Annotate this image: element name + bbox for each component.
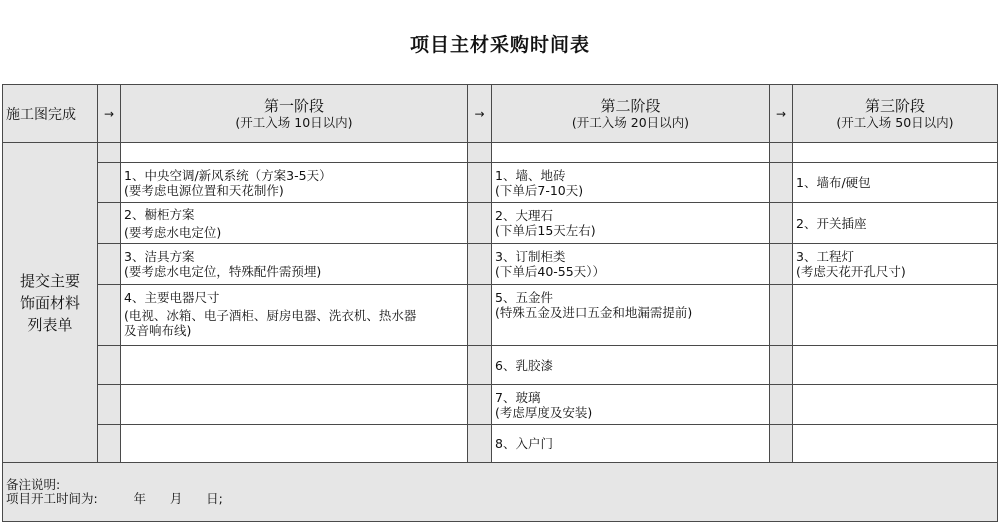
arrow-icon: →	[98, 85, 121, 143]
spacer-cell	[98, 244, 121, 285]
stage-2-item	[492, 203, 770, 244]
remarks-label: 备注说明:	[6, 477, 61, 492]
spacer-cell	[770, 143, 793, 163]
stage-1-item	[121, 203, 468, 244]
project-start-date-line: 项目开工时间为: 年 月 日;	[6, 491, 223, 506]
item-title: 3、洁具方案	[124, 249, 195, 264]
item-title: 7、玻璃	[495, 389, 541, 405]
spacer-cell	[468, 203, 492, 244]
item-note: (要考虑电源位置和天花制作)	[124, 182, 284, 198]
spacer-cell	[793, 143, 998, 163]
stage-3-header	[793, 85, 998, 143]
stage-2-header	[492, 85, 770, 143]
item-note: (考虑厚度及安装)	[495, 404, 593, 420]
construction-drawing-complete-cell	[3, 85, 98, 143]
stage-2-item	[492, 385, 770, 425]
procurement-schedule-table	[2, 84, 998, 522]
stage-1-item	[121, 163, 468, 203]
spacer-cell	[770, 385, 793, 425]
stage-2-item	[492, 425, 770, 463]
item-title: 5、五金件	[495, 290, 553, 305]
spacer-cell	[770, 244, 793, 285]
sidebar-line: 提交主要	[19, 271, 80, 290]
item-title: 3、工程灯	[796, 249, 854, 264]
stage-1-item	[121, 285, 468, 346]
spacer-cell	[770, 163, 793, 203]
construction-drawing-label: 施工图完成	[6, 106, 76, 123]
stage-3-name: 第三阶段	[864, 97, 925, 115]
spacer-cell	[468, 425, 492, 463]
item-title: 2、大理石	[495, 208, 553, 223]
spacer-cell	[98, 346, 121, 385]
spacer-cell	[770, 346, 793, 385]
spacer-cell	[468, 163, 492, 203]
spacer-cell	[770, 425, 793, 463]
empty-cell	[121, 385, 468, 425]
spacer-cell	[98, 143, 121, 163]
empty-cell	[793, 385, 998, 425]
item-title: 6、乳胶漆	[495, 357, 553, 373]
item-note: (考虑天花开孔尺寸)	[796, 264, 906, 279]
stage-2-item	[492, 163, 770, 203]
item-title: 1、中央空调/新风系统（方案3-5天）	[124, 167, 332, 183]
spacer-cell	[98, 425, 121, 463]
item-note: (特殊五金及进口五金和地漏需提前)	[495, 305, 693, 320]
item-note: (要考虑水电定位，特殊配件需预埋)	[124, 264, 322, 279]
item-title: 2、橱柜方案	[124, 206, 195, 222]
spacer-cell	[468, 385, 492, 425]
stage-2-item	[492, 346, 770, 385]
sidebar-line: 列表单	[27, 315, 73, 334]
stage-3-item	[793, 203, 998, 244]
stage-2-item	[492, 285, 770, 346]
stage-1-timing: (开工入场 10日以内)	[235, 115, 353, 130]
item-note: 及音响布线)	[124, 323, 192, 338]
stage-1-name: 第一阶段	[263, 97, 324, 115]
item-note: (下单后7-10天)	[495, 182, 584, 198]
empty-cell	[121, 425, 468, 463]
stage-2-timing: (开工入场 20日以内)	[571, 115, 690, 130]
spacer-cell	[468, 244, 492, 285]
spacer-cell	[468, 285, 492, 346]
stage-3-item	[793, 244, 998, 285]
page-title: 项目主材采购时间表	[409, 34, 590, 56]
item-title: 2、开关插座	[796, 215, 867, 231]
stage-1-item	[121, 244, 468, 285]
arrow-icon: →	[770, 85, 793, 143]
stage-3-timing: (开工入场 50日以内)	[836, 115, 954, 130]
item-title: 3、订制柜类	[495, 249, 566, 264]
empty-cell	[793, 346, 998, 385]
stage-2-item	[492, 244, 770, 285]
spacer-cell	[121, 143, 468, 163]
item-title: 1、墙布/硬包	[796, 175, 871, 190]
stage-2-name: 第二阶段	[600, 97, 661, 115]
stage-3-item	[793, 163, 998, 203]
submit-materials-list-cell	[3, 143, 98, 463]
spacer-cell	[770, 285, 793, 346]
spacer-cell	[98, 385, 121, 425]
item-note: (下单后40-55天））	[495, 264, 605, 279]
item-title: 4、主要电器尺寸	[124, 290, 220, 305]
spacer-cell	[98, 285, 121, 346]
empty-cell	[121, 346, 468, 385]
remarks-cell	[3, 463, 998, 522]
item-note: (要考虑水电定位)	[124, 224, 222, 240]
spacer-cell	[468, 346, 492, 385]
item-title: 8、入户门	[495, 436, 553, 451]
item-note: (电视、冰箱、电子酒柜、厨房电器、洗衣机、热水器	[124, 308, 417, 323]
arrow-icon: →	[468, 85, 492, 143]
spacer-cell	[468, 143, 492, 163]
spacer-cell	[98, 163, 121, 203]
sidebar-line: 饰面材料	[19, 293, 80, 312]
spacer-cell	[98, 203, 121, 244]
empty-cell	[793, 425, 998, 463]
empty-cell	[793, 285, 998, 346]
spacer-cell	[770, 203, 793, 244]
item-note: (下单后15天左右)	[495, 223, 596, 238]
item-title: 1、墙、地砖	[495, 167, 566, 183]
stage-1-header	[121, 85, 468, 143]
spacer-cell	[492, 143, 770, 163]
